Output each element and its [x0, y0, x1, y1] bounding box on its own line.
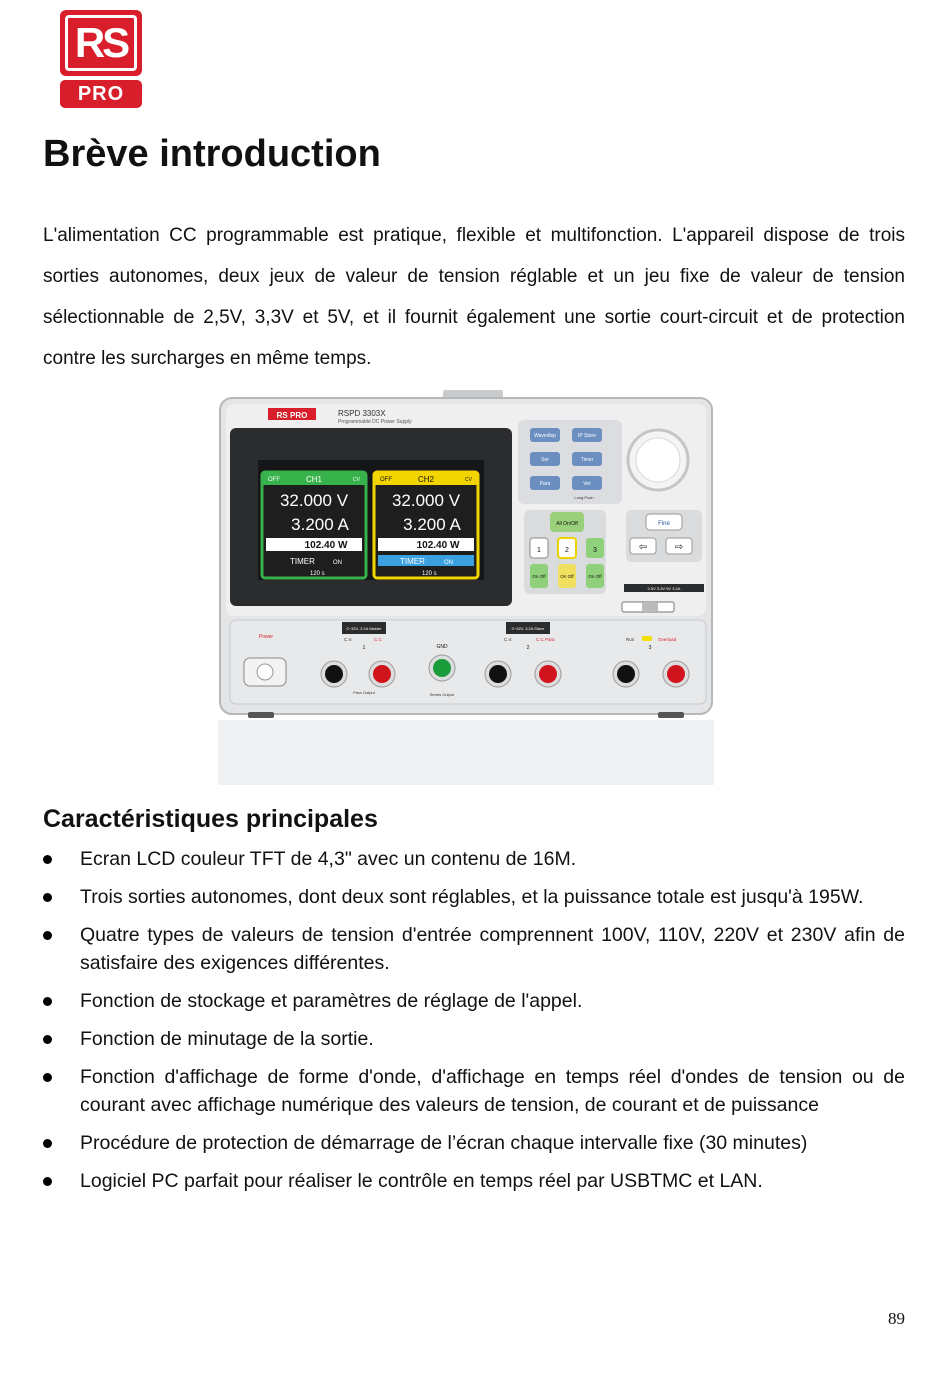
- ch1-cv-label: C.V.: [344, 637, 353, 642]
- right-arrow-icon: ⇨: [674, 542, 684, 553]
- ser-label: Ser: [541, 457, 549, 463]
- feature-text: Trois sorties autonomes, dont deux sont réglables, et la puissance totale est jusqu'à 195W.: [80, 886, 864, 908]
- feature-text: Logiciel PC parfait pour réaliser le contrôle en temps réel par USBTMC et LAN.: [80, 1170, 763, 1192]
- feature-text: Quatre types de valeurs de tension d'entrée comprennent 100V, 110V, 220V et 230V afin de satisfaire des exigences différentes.: [80, 924, 905, 974]
- ch2-spec: 0~32V, 3.2A Slave: [511, 626, 545, 631]
- ch2-timer-state: ON: [444, 560, 453, 566]
- logo-pro: PRO: [60, 80, 142, 108]
- ch1-button-label: 1: [537, 547, 541, 554]
- ch2-name: CH2: [417, 475, 435, 484]
- long-push-label: Long Push: [574, 495, 594, 500]
- ch1-mode: CV: [353, 477, 360, 483]
- overload-label: Overload: [658, 637, 677, 642]
- bullet-icon: [43, 1035, 52, 1044]
- list-item: [43, 921, 905, 977]
- feature-text: Fonction de stockage et paramètres de réglage de l'appel.: [80, 990, 583, 1012]
- bullet-icon: [43, 1177, 52, 1186]
- ch1-name: CH1: [305, 475, 323, 484]
- ch1-state: OFF: [268, 477, 280, 483]
- list-item: [43, 883, 905, 911]
- list-item: [43, 1025, 905, 1053]
- ch1-current: 3.200 A: [291, 515, 349, 534]
- ch1-time: 120 s: [310, 571, 325, 577]
- rs-pro-logo: [60, 10, 142, 108]
- output-2-label: 2: [526, 645, 530, 651]
- ch2-voltage: 32.000 V: [391, 491, 461, 510]
- series-output-label: Series Output: [429, 692, 455, 697]
- power-supply-image: [218, 390, 714, 785]
- ch2-power: 102.40 W: [416, 540, 460, 551]
- list-item: [43, 1129, 905, 1157]
- list-item: [43, 1167, 905, 1195]
- ch1-timer: TIMER: [290, 557, 315, 566]
- ch3-on-off-label: On Off: [588, 574, 602, 579]
- list-item: [43, 987, 905, 1015]
- page-title: Brève introduction: [43, 133, 381, 175]
- ch1-timer-state: ON: [333, 560, 342, 566]
- ch2-state: OFF: [380, 477, 392, 483]
- ch1-voltage: 32.000 V: [279, 491, 349, 510]
- para-output-label: Para Output: [353, 690, 375, 695]
- ch3-voltages: 2.5V 3.3V 5V 3.2A: [647, 586, 681, 591]
- device-subtitle: Programmable DC Power Supply: [338, 419, 412, 425]
- gnd-label: GND: [436, 644, 448, 650]
- bullet-icon: [43, 997, 52, 1006]
- bullet-icon: [43, 893, 52, 902]
- ip-store-label: IP Store: [578, 433, 596, 439]
- power-label: Power: [258, 634, 274, 640]
- bullet-icon: [43, 931, 52, 940]
- ch2-cv-label: C.V.: [504, 637, 513, 642]
- ch2-time: 120 s: [422, 571, 437, 577]
- ch2-timer: TIMER: [400, 557, 425, 566]
- ch1-spec: 0~32V, 3.2A Master: [346, 626, 382, 631]
- ch2-button-label: 2: [565, 547, 569, 554]
- left-arrow-icon: ⇦: [638, 542, 648, 553]
- intro-paragraph: L'alimentation CC programmable est pratique, flexible et multifonction. L'appareil dispose de trois sorties autonomes, deux jeux de valeur de tension réglable et un jeu fixe de valeur de tension sélectionnable de 2,5V, 3,3V et 5V, et il fournit également une sortie court-circuit et de protection contre les surcharges en même temps.: [43, 225, 905, 369]
- device-brand: RS PRO: [276, 411, 308, 420]
- feature-text: Ecran LCD couleur TFT de 4,3" avec un contenu de 16M.: [80, 848, 577, 870]
- run-label: Run: [626, 637, 635, 642]
- ch2-current: 3.200 A: [403, 515, 461, 534]
- timer-label: Timer: [580, 457, 594, 463]
- feature-text: Fonction de minutage de la sortie.: [80, 1028, 374, 1050]
- all-on-off-label: All On/Off: [556, 521, 578, 527]
- ch1-on-off-label: On Off: [532, 574, 546, 579]
- features-title: Caractéristiques principales: [43, 805, 378, 833]
- ch2-cc-para-label: C.C Para: [536, 637, 555, 642]
- ch2-on-off-label: On Off: [560, 574, 574, 579]
- bullet-icon: [43, 1139, 52, 1148]
- features-list: [43, 845, 905, 1205]
- para-label: Para: [539, 481, 551, 487]
- wavedisp-label: Wavedisp: [534, 433, 556, 439]
- ch1-cc-label: C.C: [374, 637, 382, 642]
- ch1-power: 102.40 W: [304, 540, 348, 551]
- output-3-label: 3: [648, 645, 652, 651]
- ch3-button-label: 3: [593, 547, 597, 554]
- bullet-icon: [43, 1073, 52, 1082]
- device-model: RSPD 3303X: [338, 409, 386, 418]
- logo-rs: RS: [60, 10, 142, 76]
- fine-label: Fine: [658, 521, 670, 527]
- feature-text: Fonction d'affichage de forme d'onde, d'affichage en temps réel d'ondes de tension ou de courant avec affichage numérique des valeurs de tension, de courant et de puissance: [80, 1066, 905, 1116]
- list-item: [43, 845, 905, 873]
- ch2-mode: CV: [465, 477, 472, 483]
- list-item: [43, 1063, 905, 1119]
- bullet-icon: [43, 855, 52, 864]
- ver-label: Ver: [583, 481, 591, 487]
- output-1-label: 1: [362, 645, 366, 651]
- page-number: 89: [888, 1309, 905, 1328]
- feature-text: Procédure de protection de démarrage de l’écran chaque intervalle fixe (30 minutes): [80, 1132, 808, 1154]
